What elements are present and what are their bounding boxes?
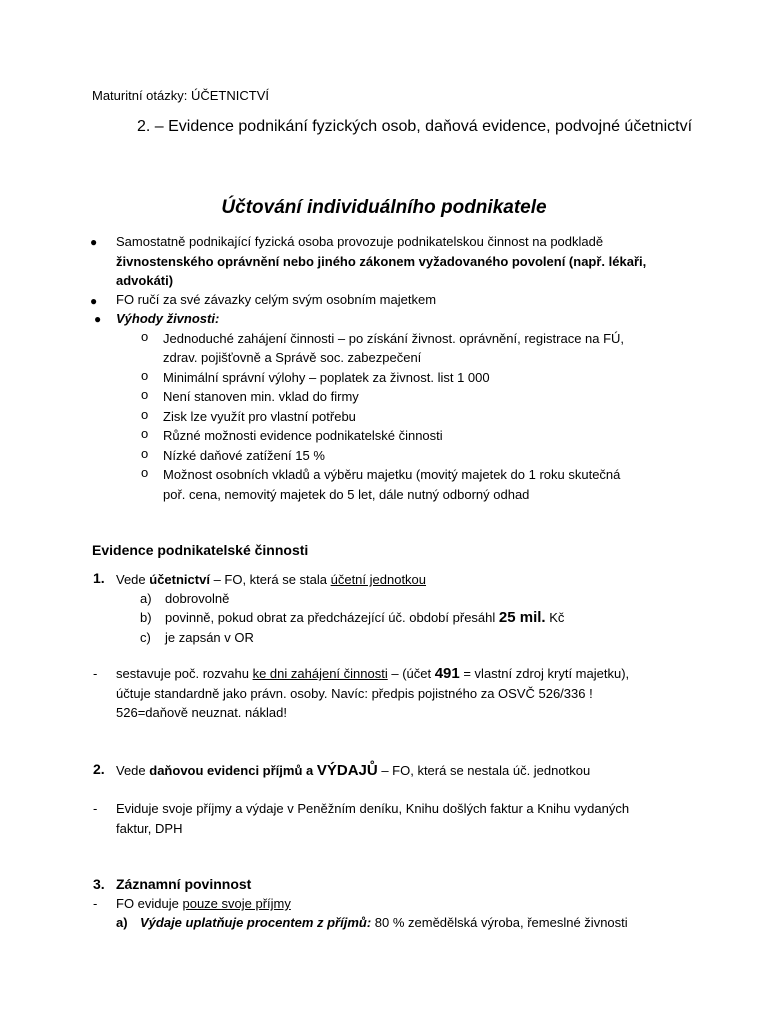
- records-line: FO eviduje pouze svoje příjmy: [116, 896, 291, 911]
- section-1-text: Vede účetnictví – FO, která se stala účetní jednotkou: [116, 572, 427, 587]
- bullet-icon: ●: [90, 294, 98, 308]
- list-marker: a): [140, 591, 152, 606]
- list-item-register: je zapsán v OR: [165, 630, 254, 645]
- tax-records-line-1: Eviduje svoje příjmy a výdaje v Peněžním deníku, Knihu došlých faktur a Knihu vydaných: [116, 801, 630, 816]
- list-marker: b): [140, 610, 152, 625]
- tax-records-line-2: faktur, DPH: [116, 821, 183, 836]
- balance-line-1: sestavuje poč. rozvahu ke dni zahájení činnosti – (účet 491 = vlastní zdroj krytí majetku),: [116, 665, 630, 682]
- circle-bullet-icon: o: [141, 465, 149, 480]
- advantage-item-cont: zdrav. pojišťovně a Správě soc. zabezpečení: [163, 350, 422, 365]
- chapter-heading: 2. – Evidence podnikání fyzických osob, daňová evidence, podvojné účetnictví: [137, 118, 693, 135]
- circle-bullet-icon: o: [141, 368, 149, 383]
- advantage-item: Zisk lze využít pro vlastní potřebu: [163, 409, 356, 424]
- dash-marker: -: [93, 801, 98, 816]
- section-1-number: 1.: [93, 570, 105, 586]
- list-item-voluntary: dobrovolně: [165, 591, 230, 606]
- advantage-item: Různé možnosti evidence podnikatelské činnosti: [163, 428, 443, 443]
- advantage-item: Možnost osobních vkladů a výběru majetku (movitý majetek do 1 roku skutečná: [163, 467, 621, 482]
- dash-marker: -: [93, 666, 98, 681]
- intro-liability: FO ručí za své závazky celým svým osobním majetkem: [116, 292, 437, 307]
- bullet-icon: ●: [90, 235, 98, 249]
- section-title: Účtování individuálního podnikatele: [221, 197, 547, 218]
- list-marker: c): [140, 630, 151, 645]
- circle-bullet-icon: o: [141, 446, 149, 461]
- section-2-text: Vede daňovou evidenci příjmů a VÝDAJŮ – FO, která se nestala úč. jednotkou: [116, 762, 591, 779]
- expenses-percent-line: Výdaje uplatňuje procentem z příjmů: 80 % zemědělská výroba, řemeslné živnosti: [140, 915, 628, 930]
- intro-line-1: Samostatně podnikající fyzická osoba provozuje podnikatelskou činnost na podkladě: [116, 234, 604, 249]
- intro-line-3: advokáti): [116, 273, 174, 288]
- circle-bullet-icon: o: [141, 426, 149, 441]
- document-header: Maturitní otázky: ÚČETNICTVÍ: [92, 88, 269, 103]
- circle-bullet-icon: o: [141, 387, 149, 402]
- balance-line-2: účtuje standardně jako právn. osoby. Navíc: předpis pojistného za OSVČ 526/336 !: [116, 686, 593, 701]
- bullet-icon: ●: [94, 312, 102, 326]
- advantage-item: Nízké daňové zatížení 15 %: [163, 448, 325, 463]
- intro-line-2: živnostenského oprávnění nebo jiného zákonem vyžadovaného povolení (např. lékaři,: [116, 254, 647, 269]
- advantages-heading: Výhody živnosti:: [116, 311, 220, 326]
- section-2-number: 2.: [93, 761, 105, 777]
- dash-marker: -: [93, 896, 98, 911]
- list-marker: a): [116, 915, 128, 930]
- list-item-mandatory: povinně, pokud obrat za předcházející úč. období přesáhl 25 mil. Kč: [165, 609, 565, 626]
- evidence-heading: Evidence podnikatelské činnosti: [92, 542, 309, 558]
- section-3-title: Záznamní povinnost: [116, 876, 252, 892]
- advantage-item: Není stanoven min. vklad do firmy: [163, 389, 359, 404]
- circle-bullet-icon: o: [141, 407, 149, 422]
- advantage-item: Minimální správní výlohy – poplatek za živnost. list 1 000: [163, 370, 490, 385]
- circle-bullet-icon: o: [141, 329, 149, 344]
- advantage-item-cont: poř. cena, nemovitý majetek do 5 let, dále nutný odborný odhad: [163, 487, 530, 502]
- section-3-number: 3.: [93, 876, 105, 892]
- advantage-item: Jednoduché zahájení činnosti – po získání živnost. oprávnění, registrace na FÚ,: [163, 331, 625, 346]
- balance-line-3: 526=daňově neuznat. náklad!: [116, 705, 287, 720]
